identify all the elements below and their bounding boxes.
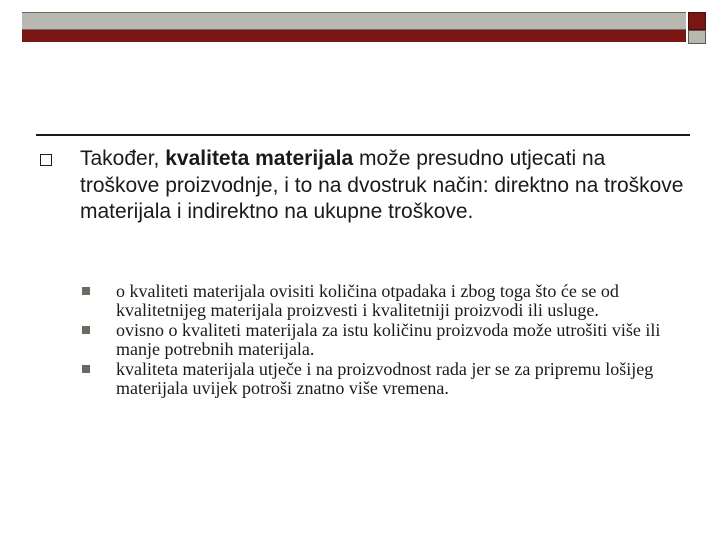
filled-square-bullet-icon [82, 326, 90, 334]
sub-bullet-text: ovisno o kvaliteti materijala za istu količinu proizvoda može utrošiti više ili manje potrebnih materijala. [116, 320, 661, 359]
main-prefix: Također, [80, 147, 166, 170]
divider-line [36, 134, 690, 136]
main-suffix: može presudno utjecati na troškove proizvodnje, i to na dvostruk način: direktno na troškove materijala i indirektno na ukupne troškove. [80, 147, 684, 223]
red-strip [22, 30, 686, 42]
gray-strip [22, 12, 686, 30]
sub-bullet-text: o kvaliteti materijala ovisiti količina otpadaka i zbog toga što će se od kvalitetnijeg materijala proizvesti i kvalitetniji proizvodi ili usluge. [116, 281, 619, 320]
sub-bullet-list [80, 282, 690, 399]
sub-bullet-text: kvaliteta materijala utječe i na proizvodnost rada jer se za pripremu lošijeg materijala uvijek potroši znatno više vremena. [116, 359, 654, 398]
filled-square-bullet-icon [82, 287, 90, 295]
filled-square-bullet-icon [82, 365, 90, 373]
title-decoration-band [22, 12, 706, 42]
hollow-square-bullet-icon [40, 154, 52, 166]
main-bold-term: kvaliteta materijala [165, 147, 354, 170]
main-paragraph [80, 146, 690, 226]
corner-gray-square [688, 30, 706, 44]
sub-bullet-item [80, 321, 690, 358]
sub-bullet-item [80, 282, 690, 319]
sub-bullet-item [80, 360, 690, 397]
corner-red-square [688, 12, 706, 30]
